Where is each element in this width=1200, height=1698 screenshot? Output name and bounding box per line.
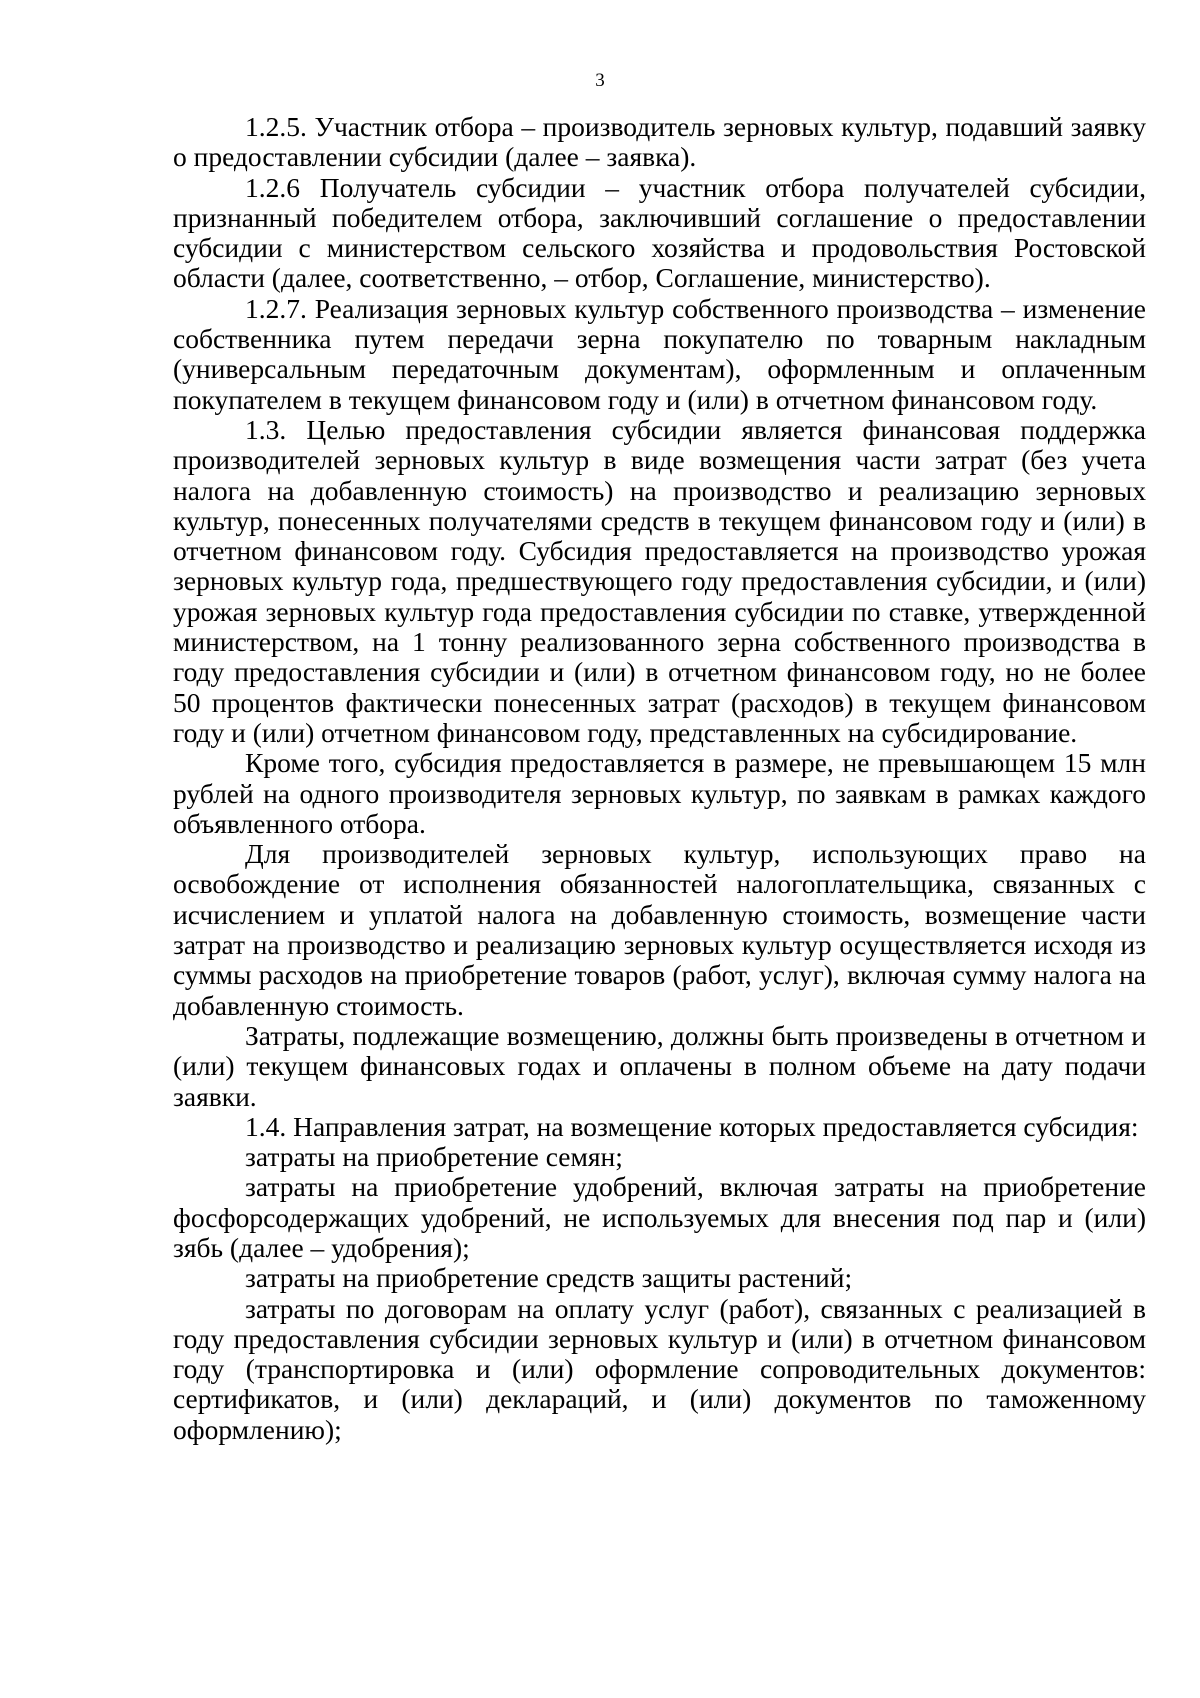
paragraph-1-2-7: 1.2.7. Реализация зерновых культур собственного производства – изменение собственника путем передачи зерна покупателю по товарным накладным (универсальным передаточным документам), оформленным и оплаченным покупателем в текущем финансовом году и (или) в отчетном финансовом году. [173,292,1146,415]
paragraph-1-2-5: 1.2.5. Участник отбора – производитель зерновых культур, подавший заявку о предоставлении субсидии (далее – заявка). [173,111,1146,173]
document-body [173,112,1146,1445]
paragraph-1-3: 1.3. Целью предоставления субсидии является финансовая поддержка производителей зерновых культур в виде возмещения части затрат (без учета налога на добавленную стоимость) на производство и реализацию зерновых культур, понесенных получателями средств в текущем финансовом году и (или) в отчетном финансовом году. Субсидия предоставляется на производство урожая зерновых культур года, предшествующего году предоставления субсидии, и (или) урожая зерновых культур года предоставления субсидии по ставке, утвержденной министерством, на 1 тонну реализованного зерна собственного производства в году предоставления субсидии и (или) в отчетном финансовом году, но не более 50 процентов фактически понесенных затрат (расходов) в текущем финансовом году и (или) отчетном финансовом году, представленных на субсидирование. [173,413,1146,748]
list-item-services: затраты по договорам на оплату услуг (работ), связанных с реализацией в году предоставления субсидии зерновых культур и (или) в отчетном финансовом году (транспортировка и (или) оформление сопроводительных документов: сертификатов, и (или) деклараций, и (или) документов по таможенному оформлению); [173,1292,1146,1445]
paragraph-1-4: 1.4. Направления затрат, на возмещение которых предоставляется субсидия: [245,1110,1139,1142]
list-item-seeds: затраты на приобретение семян; [245,1141,623,1173]
page-number: 3 [595,70,605,91]
list-item-plant-protection: затраты на приобретение средств защиты растений; [245,1262,853,1294]
paragraph-vat-exempt: Для производителей зерновых культур, использующих право на освобождение от исполнения обязанностей налогоплательщика, связанных с исчислением и уплатой налога на добавленную стоимость, возмещение части затрат на производство и реализацию зерновых культур осуществляется исходя из суммы расходов на приобретение товаров (работ, услуг), включая сумму налога на добавленную стоимость. [173,838,1146,1021]
paragraph-costs-period: Затраты, подлежащие возмещению, должны быть произведены в отчетном и (или) текущем финансовых годах и оплачены в полном объеме на дату подачи заявки. [173,1019,1146,1112]
paragraph-1-2-6: 1.2.6 Получатель субсидии – участник отбора получателей субсидии, признанный победителем отбора, заключивший соглашение о предоставлении субсидии с министерством сельского хозяйства и продовольствия Ростовской области (далее, соответственно, – отбор, Соглашение, министерство). [173,171,1146,294]
list-item-fertilizers: затраты на приобретение удобрений, включая затраты на приобретение фосфорсодержащих удобрений, не используемых для внесения под пар и (или) зябь (далее – удобрения); [173,1171,1146,1263]
paragraph-subsidy-limit: Кроме того, субсидия предоставляется в размере, не превышающем 15 млн рублей на одного производителя зерновых культур, по заявкам в рамках каждого объявленного отбора. [173,747,1146,839]
